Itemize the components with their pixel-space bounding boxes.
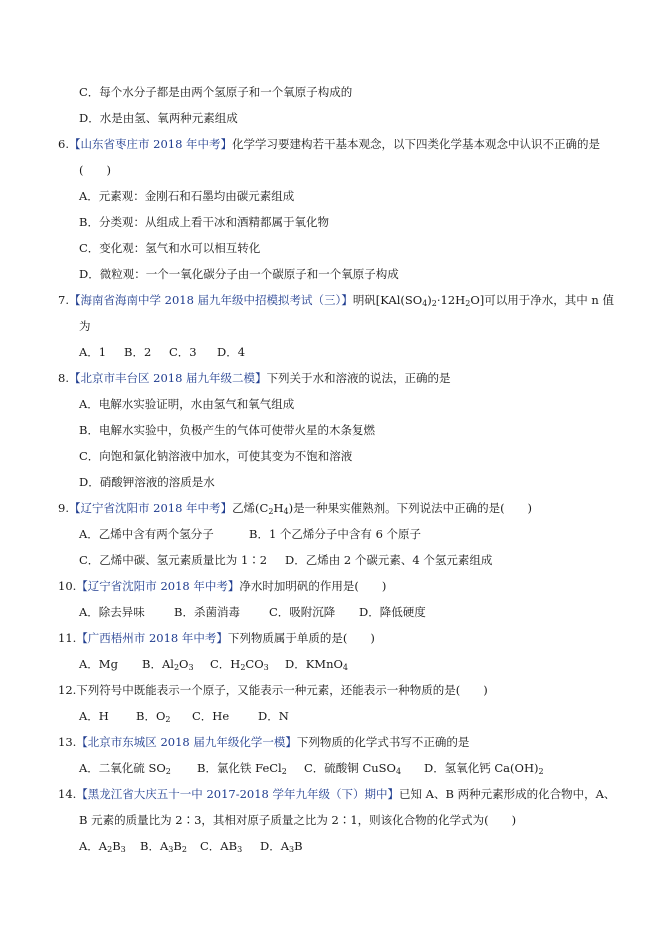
q12-option-d: D．N (258, 709, 289, 723)
q8-text: 下列关于水和溶液的说法，正确的是 (266, 371, 451, 385)
q7-number: 7. (58, 293, 69, 307)
q9-option-c: C．乙烯中碳、氢元素质量比为 1∶2 (79, 553, 268, 567)
q10-number: 10. (58, 579, 77, 593)
q14-options (79, 838, 303, 854)
q9-option-b: B．1 个乙烯分子中含有 6 个原子 (249, 527, 422, 541)
q6-text: 化学学习要建构若干基本观念，以下四类化学基本观念中认识不正确的是 (232, 137, 601, 151)
q9-options-row2 (79, 552, 492, 568)
q7-options (79, 344, 245, 360)
q12-option-b: B．$O_2$ (136, 709, 171, 724)
q10-source: 辽宁省沈阳市 2018 年中考 (87, 579, 228, 593)
q14-option-c: C．$AB_3$ (200, 839, 243, 854)
q14-text-cont: B 元素的质量比为 2∶3，其相对原子质量之比为 2∶1，则该化合物的化学式为( ) (79, 813, 517, 827)
q13-options (79, 760, 544, 776)
q10-options (79, 604, 426, 620)
q7-option-a: A．1 (79, 345, 107, 359)
q9-source: 辽宁省沈阳市 2018 年中考 (80, 501, 221, 515)
q7-source: 海南省海南中学 2018 届九年级中招模拟考试（三） (80, 293, 342, 307)
q8-number: 8. (58, 371, 69, 385)
q12-stem (58, 682, 488, 698)
q14-option-b: B．$A_3B_2$ (140, 839, 187, 854)
q6-number: 6. (58, 137, 69, 151)
q8-source: 北京市丰台区 2018 届九年级二模 (80, 371, 256, 385)
q9-option-d: D．乙烯由 2 个碳元素、4 个氢元素组成 (285, 553, 493, 567)
q11-option-b: B．$Al_2O_3$ (142, 657, 194, 672)
q8-option-a: A．电解水实验证明，水由氢气和氧气组成 (79, 397, 295, 411)
q5-option-d: D．水是由氢、氧两种元素组成 (79, 111, 238, 125)
q13-source: 北京市东城区 2018 届九年级化学一模 (87, 735, 286, 749)
q12-text: 下列符号中既能表示一个原子，又能表示一种元素，还能表示一种物质的是( ) (76, 683, 488, 697)
q7-option-b: B．2 (124, 345, 152, 359)
q12-number: 12. (58, 683, 77, 697)
q6-stem: 6.【山东省枣庄市 2018 年中考】化学学习要建构若干基本观念，以下四类化学基本观念中认识不正确的是 (58, 137, 601, 151)
q12-option-c: C．He (192, 709, 230, 723)
q10-option-a: A．除去异味 (79, 605, 145, 619)
q11-text: 下列物质属于单质的是( ) (227, 631, 375, 645)
q10-stem: 10.【辽宁省沈阳市 2018 年中考】净水时加明矾的作用是( ) (58, 579, 387, 593)
q8-option-b: B．电解水实验中，负极产生的气体可使带火星的木条复燃 (79, 423, 375, 437)
q14-option-a: A．$A_2B_3$ (79, 839, 126, 854)
q11-number: 11. (58, 631, 77, 645)
q10-option-c: C．吸附沉降 (269, 605, 336, 619)
q6-option-d: D．微粒观：一个一氧化碳分子由一个碳原子和一个氧原子构成 (79, 267, 399, 281)
q6-option-b: B．分类观：从组成上看干冰和酒精都属于氧化物 (79, 215, 329, 229)
q11-source: 广西梧州市 2018 年中考 (87, 631, 217, 645)
q10-text: 净水时加明矾的作用是( ) (239, 579, 387, 593)
q6-option-a: A．元素观：金刚石和石墨均由碳元素组成 (79, 189, 295, 203)
q13-option-b: B．氯化铁 FeCl$_2$ (197, 761, 287, 776)
q8-option-d: D．硝酸钾溶液的溶质是水 (79, 475, 215, 489)
q9-number: 9. (58, 501, 69, 515)
q14-number: 14. (58, 787, 77, 801)
q14-option-d: D．$A_3B$ (260, 839, 303, 854)
q8-stem: 8.【北京市丰台区 2018 届九年级二模】下列关于水和溶液的说法，正确的是 (58, 371, 451, 385)
q9-text: 乙烯$(C_2H_4)$是一种果实催熟剂。下列说法中正确的是( ) (232, 501, 533, 516)
q11-option-c: C．$H_2CO_3$ (210, 657, 269, 672)
q11-stem: 11.【广西梧州市 2018 年中考】下列物质属于单质的是( ) (58, 631, 375, 645)
q6-paren: ( ) (79, 163, 111, 177)
q13-option-d: D．氢氧化钙 $Ca(OH)_2$ (424, 761, 544, 776)
q9-stem: 9.【辽宁省沈阳市 2018 年中考】乙烯$(C_2H_4)$是一种果实催熟剂。下列说法中正确的是( ) (58, 501, 533, 516)
q6-option-c: C．变化观：氢气和水可以相互转化 (79, 241, 261, 255)
q13-option-c: C．硫酸铜 CuSO$_4$ (304, 761, 402, 776)
q9-options-row1 (79, 526, 421, 542)
q7-text: 明矾$[KAl(SO_4)_2\cdot 12H_2O]$可以用于净水，其中 n 值 (352, 293, 614, 308)
q9-option-a: A．乙烯中含有两个氢分子 (79, 527, 214, 541)
q5-option-c: C．每个水分子都是由两个氢原子和一个氧原子构成的 (79, 85, 353, 99)
q11-options (79, 656, 348, 672)
q11-option-d: D．KMnO$_4$ (285, 657, 349, 672)
q14-text: 已知 A、B 两种元素形成的化合物中，A、 (399, 787, 616, 801)
q10-option-d: D．降低硬度 (359, 605, 426, 619)
q14-source: 黑龙江省大庆五十一中 2017-2018 学年九年级（下）期中 (87, 787, 388, 801)
q13-stem: 13.【北京市东城区 2018 届九年级化学一模】下列物质的化学式书写不正确的是 (58, 735, 470, 749)
q11-option-a: A．Mg (79, 657, 118, 671)
q13-number: 13. (58, 735, 77, 749)
q12-options (79, 708, 289, 724)
q10-option-b: B．杀菌消毒 (174, 605, 240, 619)
q14-stem: 14.【黑龙江省大庆五十一中 2017-2018 学年九年级（下）期中】已知 A、B 两种元素形成的化合物中，A、 (58, 787, 616, 801)
q13-text: 下列物质的化学式书写不正确的是 (296, 735, 470, 749)
q7-option-c: C．3 (169, 345, 197, 359)
q7-text-cont: 为 (79, 319, 91, 333)
q7-stem: 7.【海南省海南中学 2018 届九年级中招模拟考试（三）】明矾$[KAl(SO_4)_2\cdot 12H_2O]$可以用于净水，其中 n 值 (58, 293, 614, 308)
q6-source: 山东省枣庄市 2018 年中考 (80, 137, 221, 151)
q7-option-d: D．4 (217, 345, 246, 359)
q8-option-c: C．向饱和氯化钠溶液中加水，可使其变为不饱和溶液 (79, 449, 353, 463)
q13-option-a: A．二氧化硫 $SO_2$ (79, 761, 171, 776)
q12-option-a: A．H (79, 709, 109, 723)
